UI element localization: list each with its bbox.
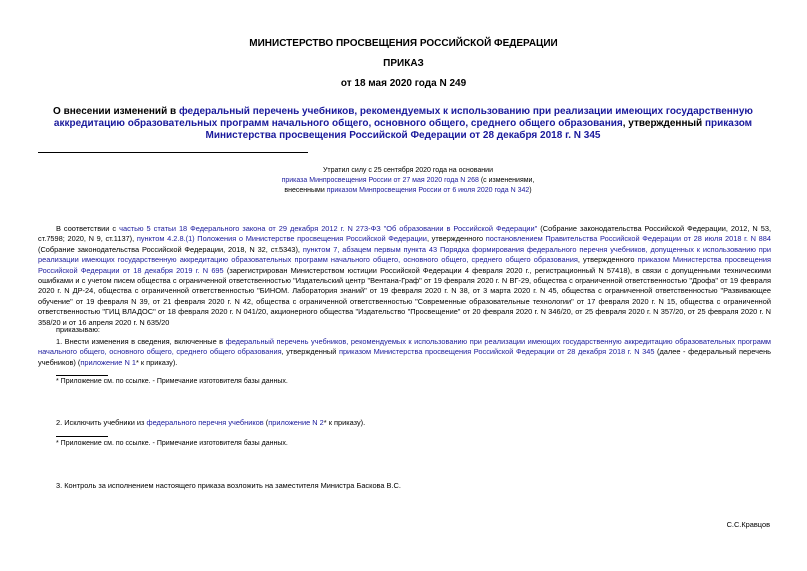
item2-text: ( <box>263 418 269 427</box>
preamble-text: (Собрание законодательства Российской Федерации, 2018, N 32, ст.5343), <box>38 244 303 254</box>
status-notice-text: ) <box>529 187 532 194</box>
preamble-text: (зарегистрирован Министерством юстиции Российской Федерации 4 февраля 2020 г., регистрационный N 57418), в связи с допущенными техническими ошибками и с учетом писем общества с ограниченной ответственностью "Издательский центр "Вентана-Граф" от 19 февраля 2020 г. N ВГ-29, общества с ограниченной ответственностью "Дрофа" от 19 февраля 2020 г. N ДР-24, общества с ограниченной ответственностью "БИНОМ. Лаборатория знаний" от 19 февраля 2020 г. N 38, от 3 марта 2020 г. N 45, общества с ограниченной ответственностью "Развивающее обучение" от 19 февраля N 39, от 21 февраля 2020 г. N 42, общества с ограниченной ответственностью "Современные образовательные технологии" от 17 февраля 2020 г. N 15, общества с ограниченной ответственностью "ГИЦ ВЛАДОС" от 18 февраля 2020 г. N 041/20, акционерного общества "Издательство "Просвещение" от 20 февраля 2020 г. N 346/20, от 25 февраля 2020 г. N 357/20, от 25 февраля 2020 г. N 358/20 и от 16 апреля 2020 г. N 635/20 <box>38 265 771 327</box>
doc-date-number: от 18 мая 2020 года N 249 <box>340 78 467 89</box>
status-notice <box>268 166 548 196</box>
link-resolution-884[interactable]: постановлением Правительства Российской Федерации от 28 июля 2018 г. N 884 <box>485 234 771 244</box>
title-link-federal-list[interactable]: федеральный перечень учебников, рекомендуемых к использованию при реализации имеющих государственную аккредитацию образовательных программ начального общего, основного общего, среднего общего образования <box>53 106 753 129</box>
item1-link-order-345[interactable]: приказом Министерства просвещения Российской Федерации от 28 декабря 2018 г. N 345 <box>338 347 655 357</box>
preamble-text: , утвержденного <box>577 255 638 265</box>
preamble-text: В соответствии с <box>56 224 120 233</box>
status-link-order-342[interactable]: приказом Минпросвещения России от 6 июля 2020 года N 342 <box>326 187 530 194</box>
link-appendix-2[interactable]: приложение N 2 <box>268 418 324 427</box>
order-item-1 <box>38 337 771 368</box>
link-formation-procedure[interactable]: пунктом 7, абзацем первым пункта 43 Порядка формирования федерального перечня учебников, допущенных к использованию при реализации имеющих государственную аккредитацию образовательных программ начального общего, основного общего, среднего общего образования <box>38 244 771 265</box>
doc-type-heading: ПРИКАЗ <box>383 58 424 69</box>
footnote-separator-1 <box>56 375 108 376</box>
footnote-1: * Приложение см. по ссылке. - Примечание изготовителя базы данных. <box>56 378 288 385</box>
status-link-order-268[interactable]: приказа Минпросвещения России от 27 мая 2020 года N 268 <box>281 177 479 184</box>
item1-text: , утвержденный <box>281 347 339 357</box>
document-title <box>48 106 758 142</box>
item1-text: * к приказу). <box>135 357 178 367</box>
status-notice-line3 <box>268 186 548 196</box>
title-link-order-345[interactable]: приказом Министерства просвещения Российской Федерации от 28 декабря 2018 г. N 345 <box>205 118 753 141</box>
signature: С.С.Кравцов <box>726 520 770 529</box>
item1-link-federal-list[interactable]: федеральный перечень учебников, рекомендуемых к использованию при реализации имеющих государственную аккредитацию образовательных программ начального общего, основного общего, среднего общего образования <box>38 337 771 357</box>
item2-text: 2. Исключить учебники из <box>56 418 147 427</box>
orders-word: приказываю: <box>56 325 100 334</box>
item1-text: (далее - федеральный перечень учебников) ( <box>38 347 771 367</box>
item2-link-federal-list[interactable]: федерального перечня учебников <box>146 418 264 427</box>
preamble-text: , утвержденного <box>426 234 486 244</box>
link-law-273[interactable]: частью 5 статьи 18 Федерального закона от 29 декабря 2012 г. N 273-ФЗ "Об образовании в Российской Федерации" <box>119 224 538 233</box>
status-notice-text: (с изменениями, <box>478 177 535 184</box>
title-text-2: , утвержденный <box>622 118 705 129</box>
status-notice-line1: Утратил силу с 25 сентября 2020 года на основании <box>322 167 493 174</box>
order-item-2 <box>56 418 365 428</box>
link-appendix-1[interactable]: приложение N 1 <box>80 357 136 367</box>
status-notice-line2 <box>268 176 548 186</box>
footnote-separator-2 <box>56 436 108 437</box>
separator-line <box>38 152 308 153</box>
footnote-2: * Приложение см. по ссылке. - Примечание изготовителя базы данных. <box>56 440 288 447</box>
preamble-text: (Собрание законодательства Российской Федерации, 2012, N 53, ст.7598; 2020, N 9, ст.1137), <box>38 224 772 244</box>
item2-text: * к приказу). <box>323 418 366 427</box>
order-item-3: 3. Контроль за исполнением настоящего приказа возложить на заместителя Министра Баскова В.С. <box>56 481 401 490</box>
status-notice-text: внесенными <box>284 187 327 194</box>
title-text-1: О внесении изменений в <box>53 106 179 117</box>
ministry-heading: МИНИСТЕРСТВО ПРОСВЕЩЕНИЯ РОССИЙСКОЙ ФЕДЕРАЦИИ <box>249 38 558 49</box>
preamble-paragraph <box>38 224 771 328</box>
link-ministry-regulation[interactable]: пунктом 4.2.8.(1) Положения о Министерстве просвещения Российской Федерации <box>136 234 427 244</box>
item1-text: 1. Внести изменения в сведения, включенные в <box>56 337 226 346</box>
link-order-695[interactable]: приказом Министерства просвещения Российской Федерации от 18 декабря 2019 г. N 695 <box>38 255 771 275</box>
